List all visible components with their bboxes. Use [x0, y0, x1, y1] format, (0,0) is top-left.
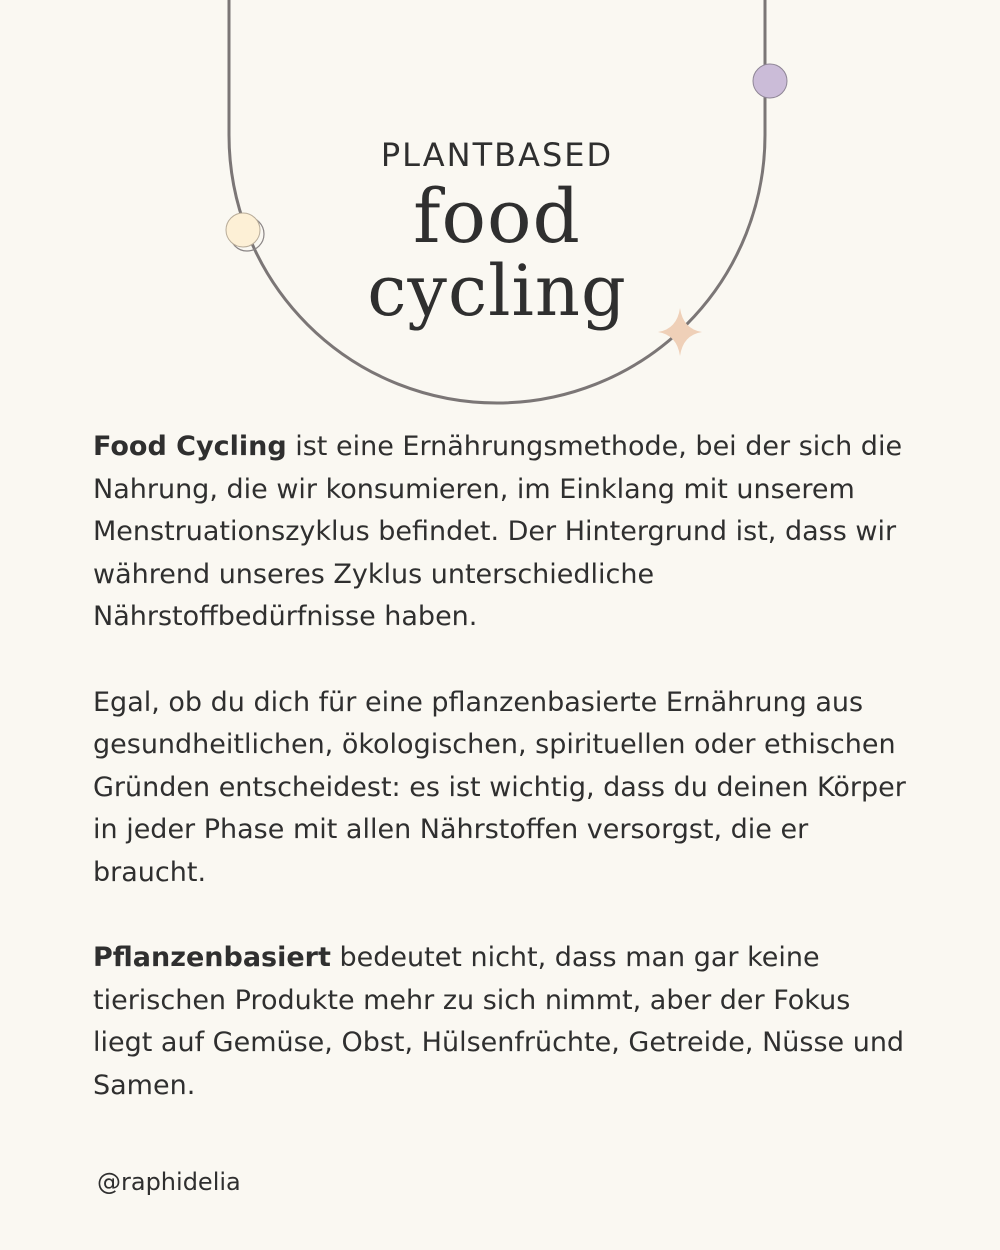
paragraph-plantbased-definition	[93, 937, 913, 1107]
author-handle: @raphidelia	[97, 1168, 241, 1196]
paragraph-plantbased-reasons	[93, 682, 913, 895]
title-line-2: cycling	[367, 250, 627, 332]
title-line-1: food	[413, 174, 581, 260]
title-block	[0, 0, 1000, 420]
bold-term: Food Cycling	[93, 431, 287, 462]
body-text	[93, 426, 913, 1108]
paragraph-text: bedeutet nicht, dass man gar keine tierischen Produkte mehr zu sich nimmt, aber der Fokus liegt auf Gemüse, Obst, Hülsenfrüchte, Getreide, Nüsse und Samen.	[93, 942, 905, 1101]
kicker-label: PLANTBASED	[380, 136, 614, 174]
paragraph-food-cycling	[93, 426, 913, 639]
paragraph-text: ist eine Ernährungsmethode, bei der sich die Nahrung, die wir konsumieren, im Einklang mit unserem Menstruationszyklus befindet. Der Hintergrund ist, dass wir während unseres Zyklus unterschiedliche Nährstoffbedürfnisse haben.	[93, 431, 903, 633]
bold-term: Pflanzenbasiert	[93, 942, 331, 974]
paragraph-text: Egal, ob du dich für eine pflanzenbasierte Ernährung aus gesundheitlichen, ökologischen, spirituellen oder ethischen Gründen entscheidest: es ist wichtig, dass du deinen Körper in jeder Phase mit allen Nährstoffen versorgst, die er braucht.	[93, 686, 906, 888]
